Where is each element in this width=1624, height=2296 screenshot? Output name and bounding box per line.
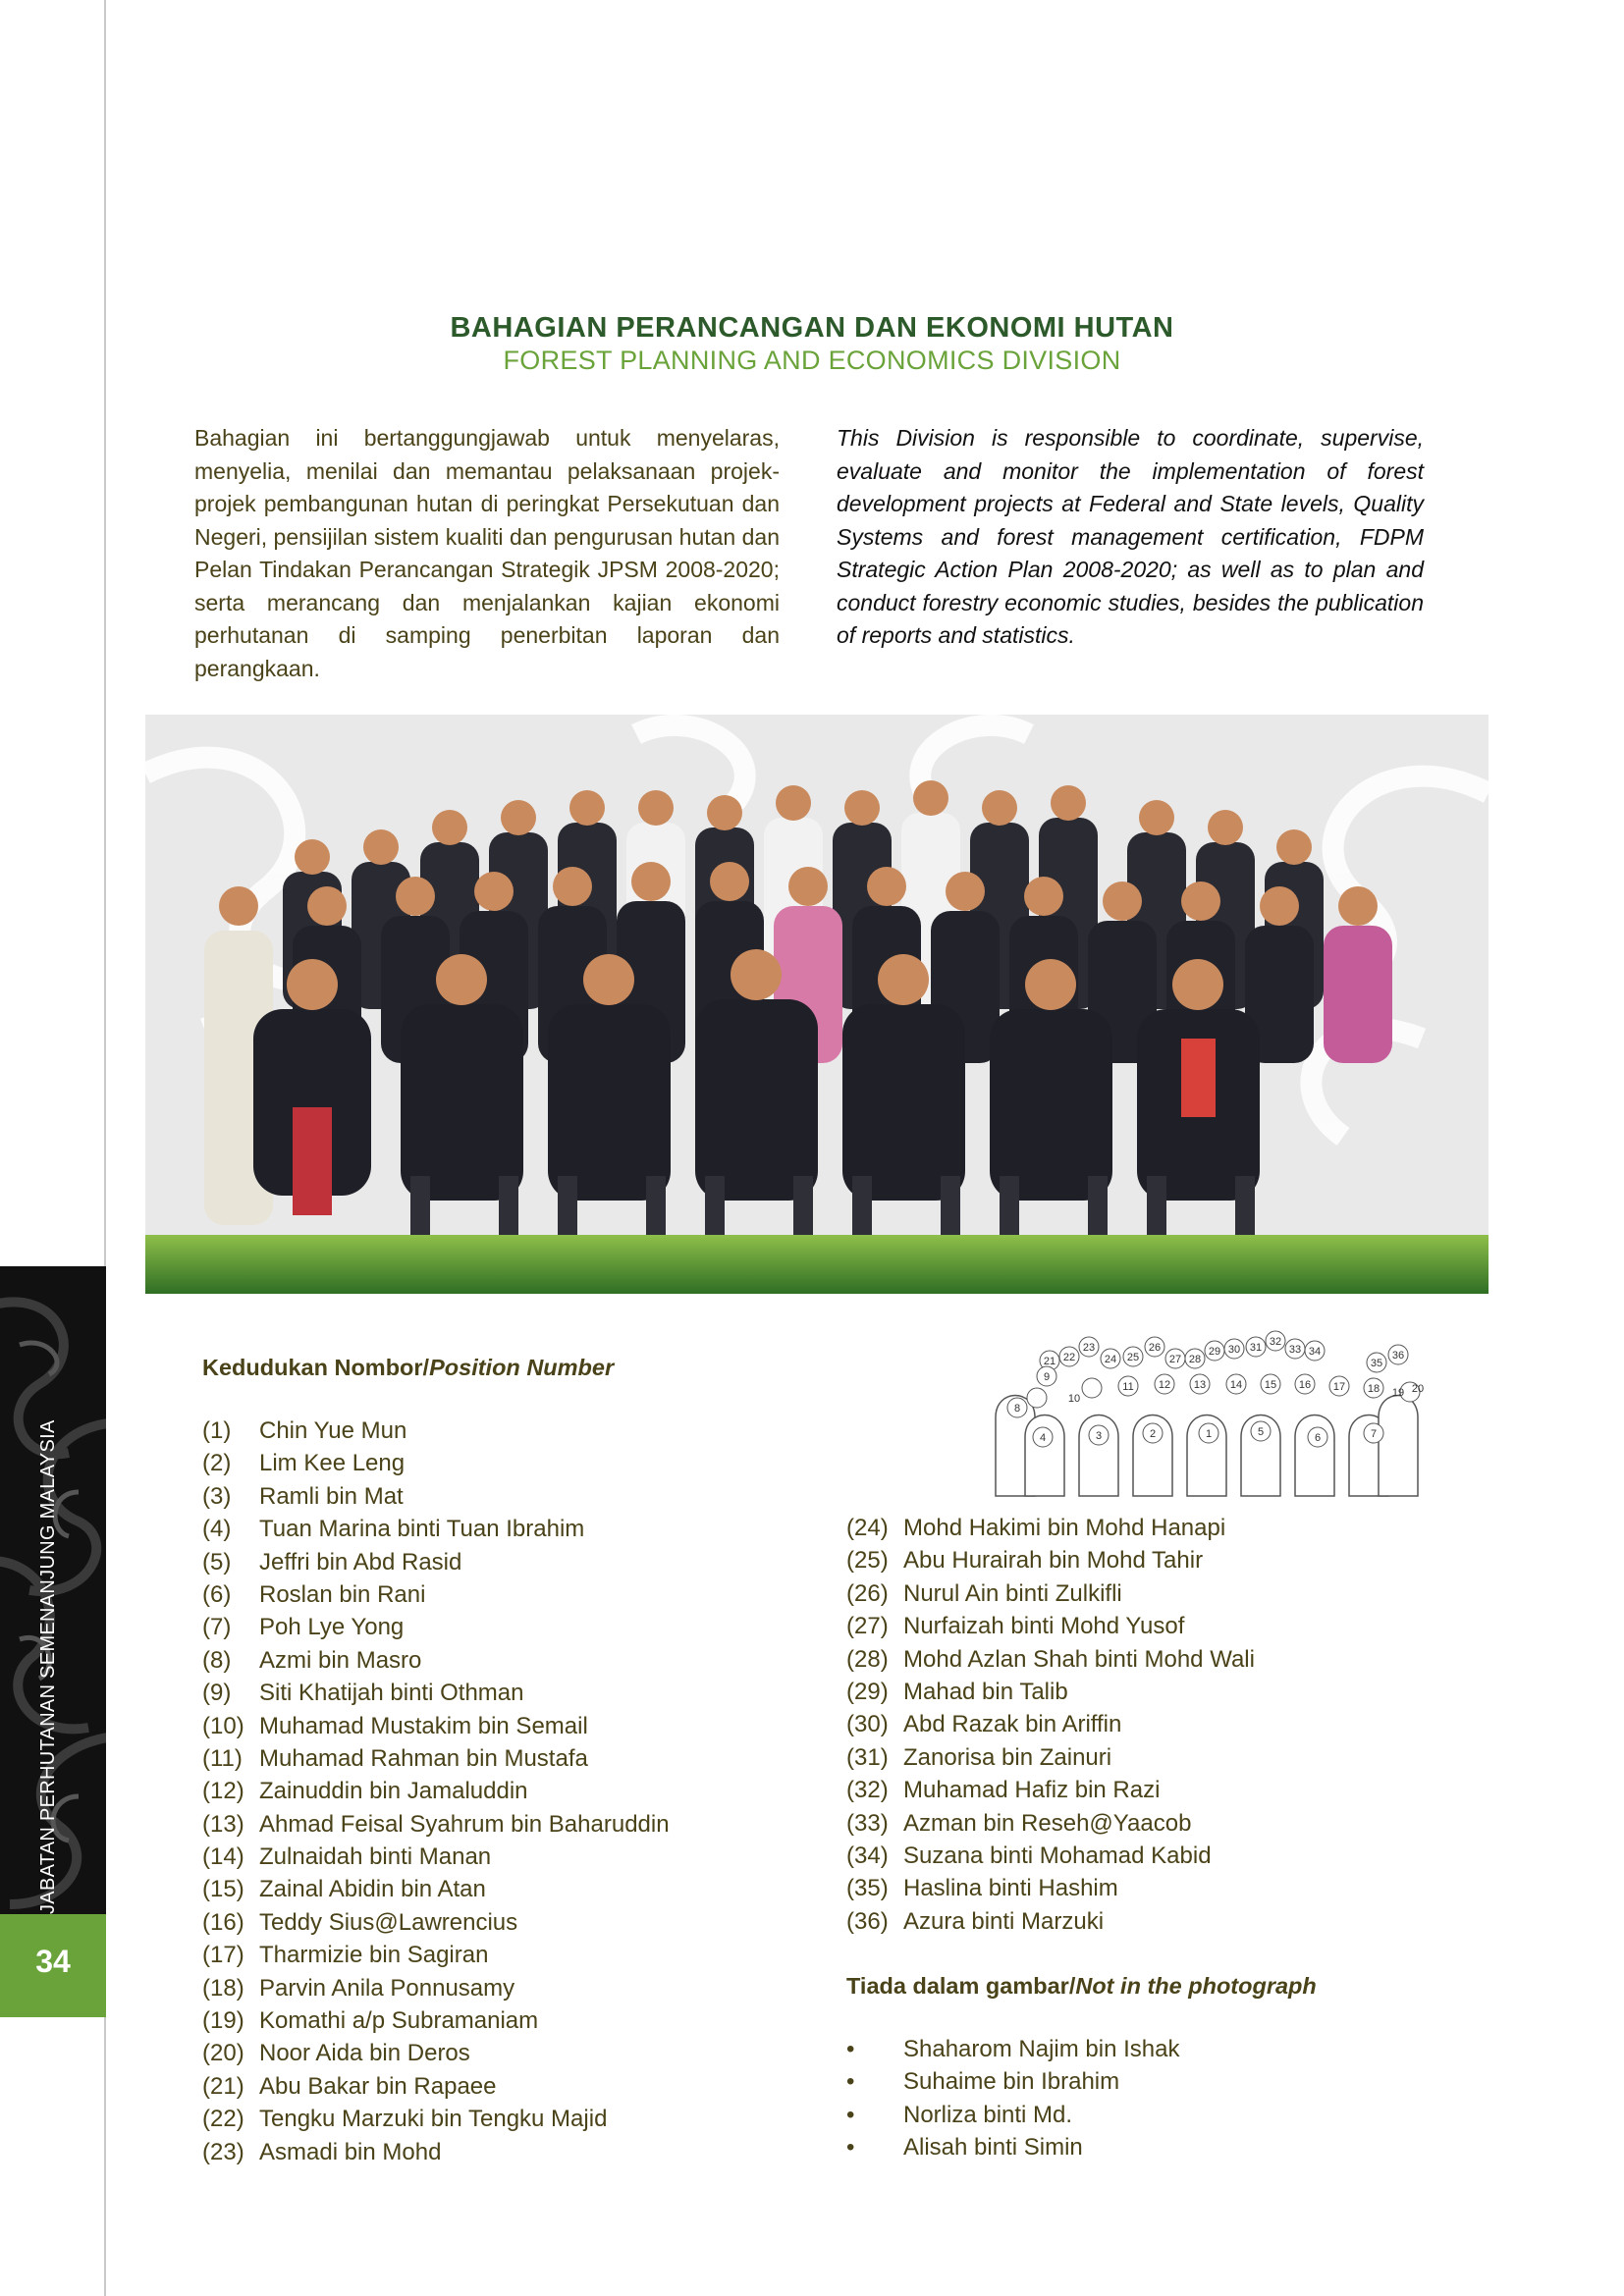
- key-label-31: 31: [1249, 1342, 1263, 1354]
- list-item: (33) Azman bin Reseh@Yaacob: [846, 1809, 1192, 1837]
- key-label-9: 9: [1043, 1371, 1051, 1383]
- key-label-18: 18: [1367, 1383, 1380, 1395]
- group-photo: [145, 715, 1489, 1294]
- list-item: (11) Muhamad Rahman bin Mustafa: [202, 1744, 588, 1772]
- position-number-heading-en: Position Number: [429, 1355, 615, 1380]
- list-item: (8) Azmi bin Masro: [202, 1646, 422, 1674]
- key-label-33: 33: [1288, 1344, 1302, 1356]
- key-label-10: 10: [1067, 1393, 1081, 1405]
- list-item: (24) Mohd Hakimi bin Mohd Hanapi: [846, 1515, 1226, 1541]
- list-item: (6) Roslan bin Rani: [202, 1580, 426, 1608]
- key-label-24: 24: [1104, 1354, 1117, 1365]
- key-label-15: 15: [1264, 1379, 1277, 1391]
- key-label-17: 17: [1332, 1381, 1346, 1393]
- key-label-27: 27: [1168, 1354, 1182, 1365]
- list-item: (35) Haslina binti Hashim: [846, 1875, 1118, 1902]
- list-item: (31) Zanorisa bin Zainuri: [846, 1743, 1112, 1771]
- list-item: (36) Azura binti Marzuki: [846, 1907, 1105, 1935]
- list-item: (28) Mohd Azlan Shah binti Mohd Wali: [846, 1645, 1255, 1673]
- list-item: (12) Zainuddin bin Jamaluddin: [202, 1778, 528, 1805]
- key-label-22: 22: [1062, 1352, 1076, 1363]
- key-label-28: 28: [1188, 1354, 1202, 1365]
- list-item: (23) Asmadi bin Mohd: [202, 2138, 442, 2165]
- list-item: (34) Suzana binti Mohamad Kabid: [846, 1842, 1212, 1869]
- page-number: 34: [35, 1944, 71, 1979]
- list-item: (3) Ramli bin Mat: [202, 1482, 404, 1510]
- division-title-ms: BAHAGIAN PERANCANGAN DAN EKONOMI HUTAN: [450, 312, 1174, 344]
- list-item: (14) Zulnaidah binti Manan: [202, 1843, 492, 1871]
- absent-heading-en: Not in the photograph: [1075, 1973, 1317, 1999]
- list-item: (13) Ahmad Feisal Syahrum bin Baharuddin: [202, 1810, 670, 1838]
- absent-list: [846, 2033, 1179, 2164]
- list-item: (30) Abd Razak bin Ariffin: [846, 1711, 1122, 1738]
- key-label-13: 13: [1193, 1379, 1207, 1391]
- list-item: (25) Abu Hurairah bin Mohd Tahir: [846, 1547, 1204, 1575]
- list-item: (32) Muhamad Hafiz bin Razi: [846, 1777, 1161, 1804]
- list-item: (19) Komathi a/p Subramaniam: [202, 2007, 539, 2035]
- key-label-21: 21: [1043, 1356, 1056, 1367]
- key-label-20: 20: [1411, 1383, 1425, 1395]
- key-label-8: 8: [1013, 1403, 1021, 1415]
- position-list-right: [846, 1512, 1255, 1938]
- key-label-3: 3: [1095, 1430, 1103, 1442]
- list-item: (2) Lim Kee Leng: [202, 1450, 406, 1477]
- key-label-30: 30: [1227, 1344, 1241, 1356]
- key-label-2: 2: [1149, 1428, 1157, 1440]
- position-number-heading-ms: Kedudukan Nombor/: [202, 1355, 430, 1380]
- key-label-26: 26: [1148, 1342, 1162, 1354]
- list-item: (17) Tharmizie bin Sagiran: [202, 1942, 489, 1969]
- list-item: (4) Tuan Marina binti Tuan Ibrahim: [202, 1516, 585, 1543]
- position-key-diagram: [986, 1329, 1428, 1506]
- list-item: (5) Jeffri bin Abd Rasid: [202, 1548, 462, 1575]
- key-label-6: 6: [1314, 1432, 1322, 1444]
- key-label-5: 5: [1257, 1426, 1265, 1438]
- list-item: (27) Nurfaizah binti Mohd Yusof: [846, 1613, 1185, 1640]
- key-label-14: 14: [1229, 1379, 1243, 1391]
- key-label-32: 32: [1269, 1336, 1282, 1348]
- key-label-12: 12: [1158, 1379, 1171, 1391]
- key-label-23: 23: [1082, 1342, 1096, 1354]
- key-label-25: 25: [1126, 1352, 1140, 1363]
- key-label-19: 19: [1391, 1387, 1405, 1399]
- list-item: (20) Noor Aida bin Deros: [202, 2040, 470, 2067]
- list-item: • Alisah binti Simin: [846, 2134, 1083, 2162]
- intro-paragraph-en: This Division is responsible to coordinate, supervise, evaluate and monitor the implementation of forest development projects at Federal and State levels, Quality Systems and forest management certification, FDPM Strategic Action Plan 2008-2020; as well as to plan and conduct forestry economic studies, besides the publication of reports and statistics.: [837, 425, 1424, 648]
- key-label-34: 34: [1308, 1346, 1322, 1358]
- list-item: • Norliza binti Md.: [846, 2101, 1073, 2128]
- position-list-left: [202, 1415, 670, 2168]
- list-item: (15) Zainal Abidin bin Atan: [202, 1876, 486, 1903]
- list-item: (9) Siti Khatijah binti Othman: [202, 1680, 524, 1707]
- absent-heading: [846, 1973, 1317, 2000]
- key-label-36: 36: [1391, 1350, 1405, 1362]
- list-item: (29) Mahad bin Talib: [846, 1678, 1068, 1705]
- key-label-7: 7: [1370, 1428, 1378, 1440]
- list-item: (7) Poh Lye Yong: [202, 1614, 405, 1641]
- absent-heading-ms: Tiada dalam gambar/: [846, 1973, 1076, 1999]
- list-item: (16) Teddy Sius@Lawrencius: [202, 1908, 518, 1936]
- position-number-heading: [202, 1355, 614, 1381]
- key-label-11: 11: [1122, 1381, 1134, 1393]
- intro-paragraph-ms: Bahagian ini bertanggungjawab untuk menyelaras, menyelia, menilai dan memantau pelaksanaan projek-projek pembangunan hutan di peringkat Persekutuan dan Negeri, pensijilan sistem kualiti dan pengurusan hutan dan Pelan Tindakan Perancangan Strategik JPSM 2008-2020; serta merancang dan menjalankan kajian ekonomi perhutanan di samping penerbitan laporan dan perangkaan.: [194, 425, 780, 681]
- list-item: (10) Muhamad Mustakim bin Semail: [202, 1712, 588, 1739]
- key-label-29: 29: [1208, 1346, 1221, 1358]
- list-item: (18) Parvin Anila Ponnusamy: [202, 1974, 515, 2002]
- key-label-35: 35: [1370, 1358, 1383, 1369]
- list-item: (1) Chin Yue Mun: [202, 1417, 407, 1444]
- key-label-16: 16: [1298, 1379, 1312, 1391]
- side-label: JABATAN PERHUTANAN SEMENANJUNG MALAYSIA: [37, 1419, 59, 1914]
- list-item: • Shaharom Najim bin Ishak: [846, 2036, 1180, 2062]
- list-item: • Suhaime bin Ibrahim: [846, 2068, 1120, 2096]
- key-label-1: 1: [1205, 1428, 1213, 1440]
- list-item: (21) Abu Bakar bin Rapaee: [202, 2072, 497, 2100]
- list-item: (22) Tengku Marzuki bin Tengku Majid: [202, 2106, 608, 2133]
- key-label-4: 4: [1039, 1432, 1047, 1444]
- list-item: (26) Nurul Ain binti Zulkifli: [846, 1579, 1122, 1607]
- division-title-en: FOREST PLANNING AND ECONOMICS DIVISION: [503, 346, 1121, 375]
